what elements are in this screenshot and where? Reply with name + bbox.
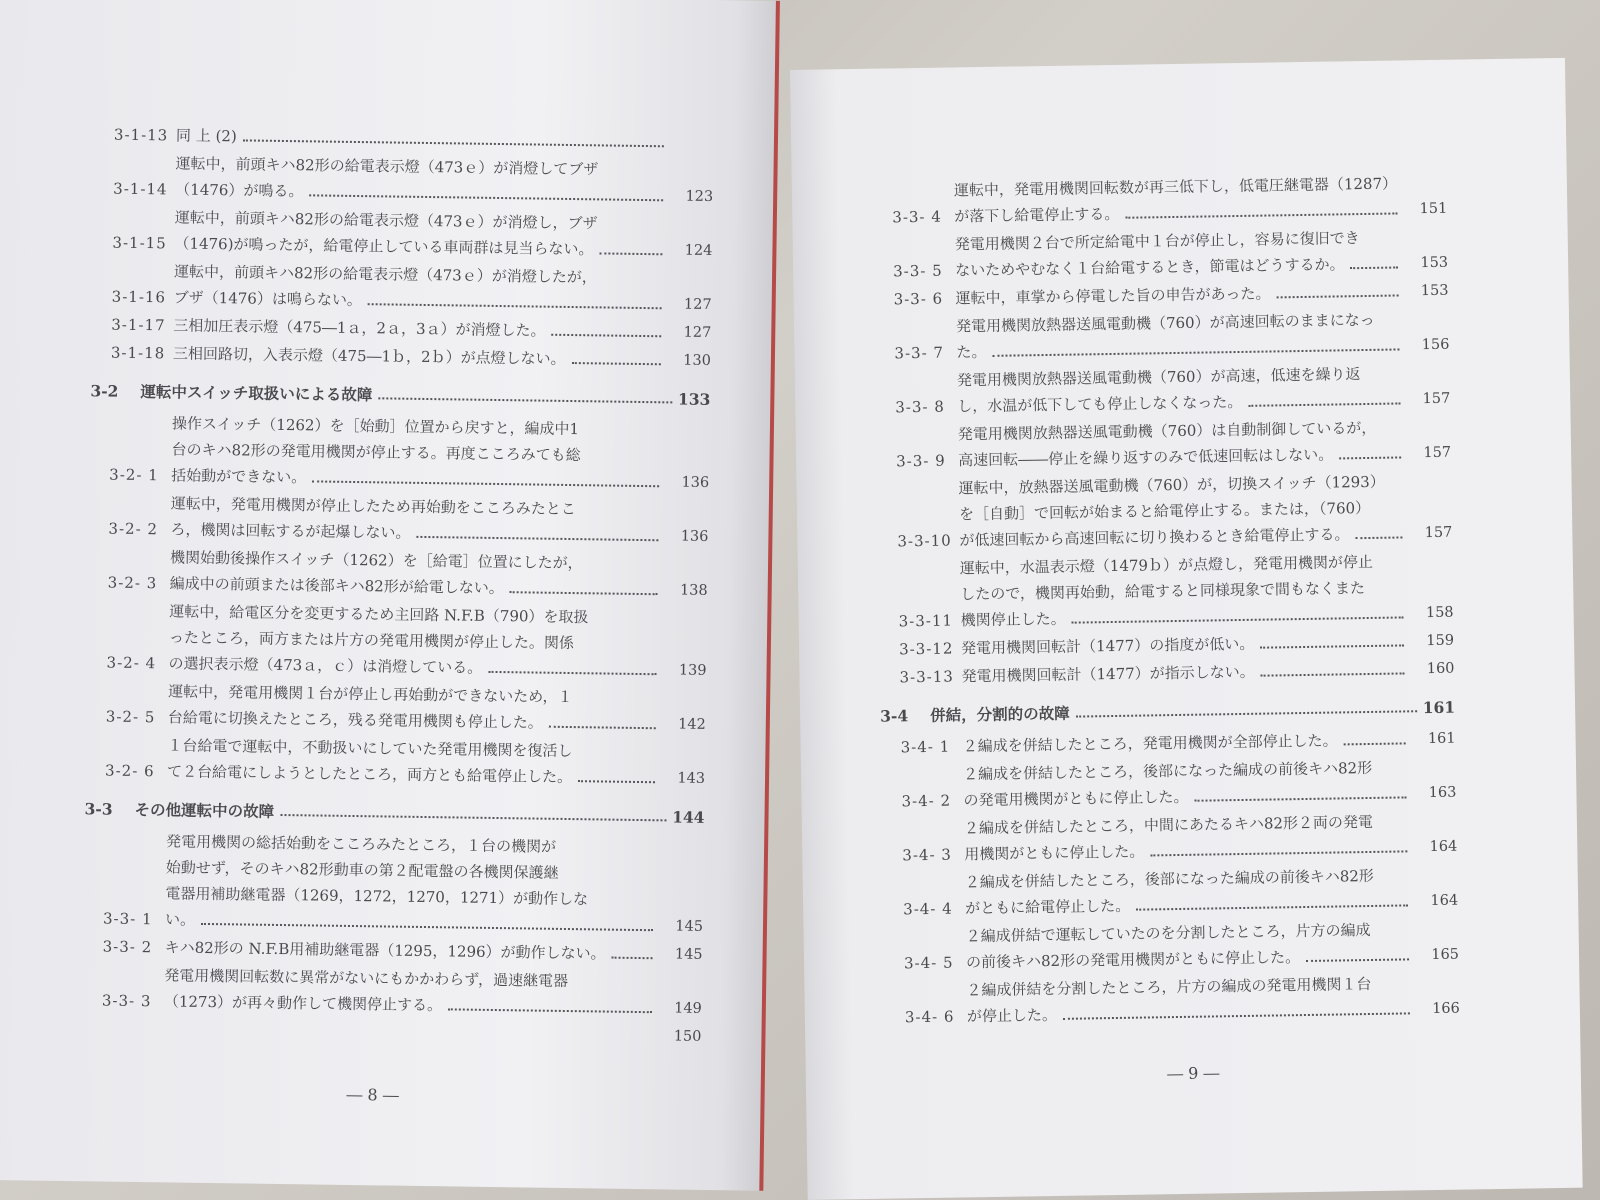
entry-text (170, 544, 709, 604)
entry-text (958, 468, 1452, 554)
entry-line-text: ２編成を併結したところ，後部になった編成の前後キハ82形 (964, 866, 1374, 892)
entry-line-text: 発電用機関回転数に異常がないにもかかわらず，過速継電器 (164, 966, 569, 991)
entry-line-text: キハ82形の N.F.B用補助継電器（1295，1296）が動作しない。 (164, 938, 606, 963)
entry-text (964, 808, 1458, 868)
entry-line (173, 340, 711, 374)
entry-number: 3-3- 6 (893, 289, 944, 309)
toc-entry (876, 468, 1452, 555)
entry-number: 3-3-11 (898, 611, 954, 631)
entry-number: 3-3- 9 (896, 451, 946, 471)
page-ref: 157 (1422, 390, 1451, 408)
leader-dots (368, 303, 662, 309)
entry-line-text: （1476）が鳴る。 (175, 180, 304, 201)
entry-text (164, 962, 703, 1022)
page-ref (670, 155, 714, 156)
entry-line-text: 運転中，水温表示燈（1479ｂ）が点燈し，発電用機関が停止 (959, 552, 1374, 578)
left-toc (0, 0, 776, 1053)
entry-line-text: 発電用機関放熱器送風電動機（760）は自動制御しているが， (957, 418, 1377, 444)
entry-number: 3-2- 2 (108, 519, 159, 539)
entry-line-text: が停止した。 (966, 1005, 1058, 1026)
page-ref: 163 (1428, 784, 1457, 802)
leader-dots (416, 536, 658, 541)
entry-number: 3-3- 7 (894, 343, 945, 363)
page-ref: 144 (672, 807, 705, 827)
entry-number: 3-4- 5 (903, 953, 954, 973)
entry-text (954, 170, 1448, 230)
toc-entry (881, 754, 1457, 815)
entry-number: 3-4- 4 (903, 899, 953, 919)
entry-text (168, 678, 707, 738)
page-ref: 158 (1425, 604, 1454, 622)
section-number: 3-4 (880, 706, 909, 726)
entry-line-text: の発電用機関がともに停止した。 (963, 787, 1189, 810)
entry-number: 3-2- 5 (105, 707, 156, 727)
page-ref: 124 (684, 242, 713, 259)
leader-dots (572, 362, 661, 365)
section-title: 運転中スイッチ取扱いによる故障 (140, 382, 373, 405)
page-ref: 133 (677, 389, 711, 409)
page-ref: 149 (674, 1000, 702, 1017)
leader-dots (378, 397, 672, 403)
entry-text (171, 410, 710, 496)
leader-dots (243, 139, 664, 147)
page-ref: 161 (1422, 697, 1456, 718)
toc-section-heading (880, 696, 1455, 729)
entry-line-text: を［自動］で回転が始まると給電停止する。または，（760） (958, 498, 1371, 524)
entry-line-text: 始動せず，そのキハ82形動車の第２配電盤の各機関保護継 (165, 858, 559, 882)
section-title: その他運転中の故障 (134, 799, 275, 821)
entry-number: 3-3- 8 (895, 397, 945, 417)
page-number-right: ― 9 ― (1166, 1063, 1220, 1084)
page-ref: 160 (1426, 660, 1455, 678)
entry-text (175, 150, 714, 210)
toc-entry (883, 862, 1459, 923)
toc-entry (88, 543, 709, 604)
leader-dots (1344, 742, 1406, 745)
entry-line-text: ないためやむなく１台給電するとき，節電はどうするか。 (955, 255, 1345, 280)
toc-entry (884, 970, 1460, 1031)
entry-line-text: 運転中，放熱器送風電動機（760）が，切換スイッチ（1293） (958, 472, 1385, 498)
page-ref: 157 (1424, 524, 1453, 542)
leader-dots (1076, 710, 1417, 717)
page-ref: 166 (1432, 1000, 1460, 1018)
section-number: 3-2 (90, 381, 119, 401)
entry-line-text: 台給電に切換えたところ，残る発電用機関も停止した。 (167, 708, 543, 732)
leader-dots (993, 348, 1400, 356)
entry-number: 3-3- 3 (101, 991, 152, 1011)
entry-line-text: 運転中，前頭キハ82形の給電表示燈（473ｅ）が消燈してブザ (175, 154, 599, 179)
toc-entry (876, 414, 1452, 475)
entry-line-text: １台給電で運転中，不動扱いにしていた発電用機関を復活し (167, 736, 573, 761)
entry-text (170, 490, 709, 550)
entry-text (963, 754, 1457, 814)
page-ref: 150 (673, 1028, 702, 1045)
leader-dots (599, 252, 662, 255)
entry-text (958, 414, 1452, 474)
entry-line-text: た。 (956, 342, 987, 362)
entry-line-text: 高速回転――停止を繰り返すのみで低速回転はしない。 (958, 445, 1334, 470)
entry-number: 3-2- 6 (104, 761, 155, 781)
entry-line-text: したので，機関再始動，給電すると同様現象で間もなくまた (960, 579, 1366, 604)
entry-number: 3-3-10 (897, 531, 952, 551)
entry-line-text: ２編成を併結したところ，中間にあたるキハ82形２両の発電 (963, 812, 1374, 838)
page-ref: 164 (1429, 838, 1458, 856)
toc-entry (872, 170, 1448, 231)
entry-line-text: 発電用機関放熱器送風電動機（760）が高速回転のままになっ (955, 310, 1375, 336)
page-ref: 159 (1426, 632, 1455, 650)
entry-text (961, 656, 1454, 690)
entry-line-text: 発電用機関回転計（1477）の指度が低い。 (960, 634, 1255, 658)
entry-line-text: 発電用機関２台で所定給電中１台が停止し，容易に復旧でき (954, 229, 1360, 254)
leader-dots (1248, 402, 1400, 406)
toc-entry (82, 961, 703, 1022)
entry-line-text: がともに給電停止した。 (965, 896, 1131, 918)
section-title: 併結，分割的の故障 (930, 703, 1070, 725)
entry-line-text: 発電用機関回転計（1477）が指示しない。 (961, 662, 1255, 686)
entry-text (168, 598, 707, 684)
entry-number: 3-1-17 (111, 315, 166, 335)
entry-line-text: 運転中，車掌から停電した旨の申告があった。 (955, 284, 1271, 308)
entry-number: 3-3- 4 (892, 207, 943, 227)
entry-line-text: ２編成併結を分割したところ，片方の編成の発電用機関１台 (966, 974, 1372, 1000)
leader-dots (1125, 212, 1397, 218)
entry-number: 3-3-13 (899, 667, 955, 687)
entry-line-text: 括始動ができない。 (171, 466, 307, 487)
entry-line-text: 操作スイッチ（1262）を［始動］位置から戻すと，編成中1 (171, 414, 580, 439)
entry-line-text: ろ，機関は回転するが起爆しない。 (170, 520, 411, 542)
leader-dots (1260, 644, 1404, 648)
leader-dots (1306, 958, 1409, 962)
entry-line-text: （1273）が再々動作して機関停止する。 (163, 992, 443, 1015)
leader-dots (1150, 850, 1407, 856)
entry-line-text: 三相加圧表示燈（475―1ａ，2ａ，3ａ）が消燈した。 (173, 316, 546, 340)
leader-dots (1072, 616, 1404, 623)
entry-line-text: 機関停止した。 (960, 609, 1066, 630)
leader-dots (612, 957, 653, 960)
left-page (0, 0, 780, 1191)
entry-text (960, 548, 1454, 634)
leader-dots (1195, 796, 1407, 801)
entry-line-text: が低速回転から高速回転に切り換わるとき給電停止する。 (959, 525, 1350, 550)
entry-line-text: ったところ，両方または片方の発電用機関が停止した。関係 (168, 628, 575, 653)
entry-line-text: 電器用補助継電器（1269，1272，1270，1271）が動作しな (165, 884, 589, 909)
right-page (790, 58, 1583, 1200)
toc-entry (883, 916, 1459, 977)
leader-dots (510, 591, 658, 595)
page-ref: 143 (677, 770, 706, 787)
entry-line-text: の前後キハ82形の発電用機関がともに停止した。 (965, 948, 1301, 972)
entry-text (165, 828, 704, 940)
leader-dots (1339, 456, 1401, 459)
leader-dots (578, 780, 655, 783)
entry-line-text: 編成中の前頭または後部キハ82形が給電しない。 (169, 574, 504, 598)
entry-text (955, 224, 1449, 284)
page-ref: 157 (1423, 444, 1452, 462)
page-ref: 127 (683, 296, 712, 313)
entry-number: 3-4- 2 (901, 791, 952, 811)
leader-dots (1351, 266, 1399, 269)
leader-dots (1136, 904, 1408, 910)
page-ref: 153 (1420, 254, 1449, 272)
toc-entry (86, 677, 707, 738)
entry-number: 3-3-12 (898, 639, 954, 659)
toc-entry (85, 731, 706, 792)
leader-dots (488, 671, 656, 675)
toc-entry (874, 306, 1450, 367)
entry-line-text: の選択表示燈（473ａ，ｃ）は消燈している。 (168, 654, 483, 677)
entry-number: 3-3- 2 (102, 937, 153, 957)
leader-dots (1355, 536, 1402, 539)
entry-text (965, 916, 1459, 976)
entry-line-text: が落下し給電停止する。 (954, 204, 1120, 226)
page-ref: 164 (1430, 892, 1459, 910)
toc-entry (89, 409, 710, 496)
entry-number: 3-3- 5 (893, 261, 943, 281)
entry-line (961, 656, 1454, 690)
entry-line-text: し，水温が低下しても停止しなくなった。 (957, 392, 1243, 416)
toc-entry (86, 597, 707, 684)
leader-dots (309, 194, 663, 201)
page-ref: 165 (1431, 946, 1460, 964)
toc-entry (878, 548, 1454, 635)
leader-dots (448, 1008, 652, 1013)
entry-text (956, 306, 1450, 366)
toc-section-heading (84, 797, 704, 830)
page-ref: 136 (681, 474, 710, 491)
page-ref: 127 (683, 324, 712, 341)
leader-dots (312, 480, 659, 487)
toc-entry (88, 489, 709, 550)
entry-line-text: 同 上 (2) (175, 126, 237, 146)
entry-line-text: て２台給電にしようとしたところ，両方とも給電停止した。 (166, 762, 573, 787)
page-ref: 136 (680, 528, 709, 545)
leader-dots (549, 726, 656, 729)
toc-entry (92, 257, 713, 318)
toc-entry (93, 149, 714, 210)
entry-line-text: ２編成を併結したところ，後部になった編成の前後キハ82形 (962, 758, 1373, 784)
leader-dots (280, 814, 666, 821)
leader-dots (1261, 672, 1405, 676)
entry-number: 3-4- 1 (900, 737, 951, 757)
entry-line-text: ２編成を併結したところ，発電用機関が全部停止した。 (962, 731, 1338, 756)
leader-dots (201, 923, 653, 931)
entry-text (173, 340, 711, 374)
entry-number: 3-1-16 (111, 287, 167, 307)
entry-number: 3-1-18 (110, 343, 166, 363)
entry-line-text: 運転中，発電用機関回転数が再三低下し，低電圧継電器（1287） (953, 174, 1398, 200)
entry-number: 3-4- 6 (904, 1007, 955, 1027)
right-toc (790, 58, 1580, 1034)
entry-number: 3-3- 1 (102, 909, 153, 929)
entry-number: 3-2- 4 (106, 653, 157, 673)
entry-text (167, 732, 706, 792)
entry-line-text: 用機関がともに停止した。 (964, 842, 1145, 864)
entry-text (965, 862, 1459, 922)
page-ref: 142 (678, 716, 706, 733)
entry-line-text: 機関始動後操作スイッチ（1262）を［給電］位置にしたが， (169, 548, 583, 573)
entry-number: 3-2- 3 (107, 573, 158, 593)
toc-entry (83, 827, 704, 940)
page-ref: 145 (674, 946, 703, 963)
leader-dots (1063, 1012, 1410, 1019)
page-ref: 139 (678, 662, 707, 679)
entry-line-text: 台のキハ82形の発電用機関が停止する。再度こころみても総 (171, 440, 581, 465)
page-ref: 151 (1419, 200, 1448, 218)
entry-line-text: 運転中，発電用機関１台が停止し再始動ができないため，１ (168, 682, 573, 707)
section-number: 3-3 (84, 799, 113, 819)
entry-line-text: 発電用機関放熱器送風電動機（760）が高速，低速を繰り返 (956, 365, 1361, 390)
toc-entry (92, 203, 713, 264)
page-ref: 145 (675, 918, 704, 935)
entry-text (174, 258, 713, 318)
entry-number: 3-1-14 (113, 179, 168, 199)
page-ref: 156 (1421, 336, 1450, 354)
entry-number: 3-1-15 (112, 233, 167, 253)
entry-number: 3-1-13 (113, 125, 169, 145)
page-ref: 153 (1420, 282, 1449, 300)
page-ref: 161 (1427, 730, 1456, 748)
entry-text (957, 360, 1451, 420)
entry-line-text: 発電用機関の総括始動をこころみたところ，１台の機関が (166, 832, 557, 856)
entry-number: 3-4- 3 (902, 845, 953, 865)
entry-line-text: 運転中，発電用機関が停止したため再始動をこころみたとこ (170, 494, 576, 519)
page-ref: 130 (683, 352, 712, 369)
toc-entry (875, 360, 1451, 421)
entry-line-text: 運転中，給電区分を変更するため主回路 N.F.B（790）を取扱 (169, 602, 589, 627)
entry-line-text: 運転中，前頭キハ82形の給電表示燈（473ｅ）が消燈したが， (173, 262, 597, 287)
entry-line-text: 三相回路切，入表示燈（475―1ｂ，2ｂ）が点燈しない。 (172, 344, 566, 368)
leader-dots (551, 334, 661, 338)
toc-section-heading (90, 379, 710, 412)
entry-line-text: （1476)が鳴ったが，給電停止している車両群は見当らない。 (174, 234, 594, 259)
entry-line-text: い。 (164, 910, 196, 929)
page-ref: 123 (685, 188, 714, 205)
entry-number: 3-2- 1 (109, 465, 159, 485)
toc-entry (873, 224, 1449, 285)
page-ref: 138 (679, 582, 708, 599)
entry-line-text: ブザ（1476）は鳴らない。 (173, 288, 363, 310)
toc-entry (882, 808, 1458, 869)
entry-line-text: ２編成併結で運転していたのを分割したところ，片方の編成 (965, 920, 1371, 946)
entry-line-text: 運転中，前頭キハ82形の給電表示燈（473ｅ）が消燈し，ブザ (174, 208, 598, 233)
entry-text (174, 204, 713, 264)
entry-text (966, 970, 1460, 1030)
leader-dots (1276, 294, 1398, 298)
page-number-left: ― 8 ― (346, 1084, 399, 1105)
